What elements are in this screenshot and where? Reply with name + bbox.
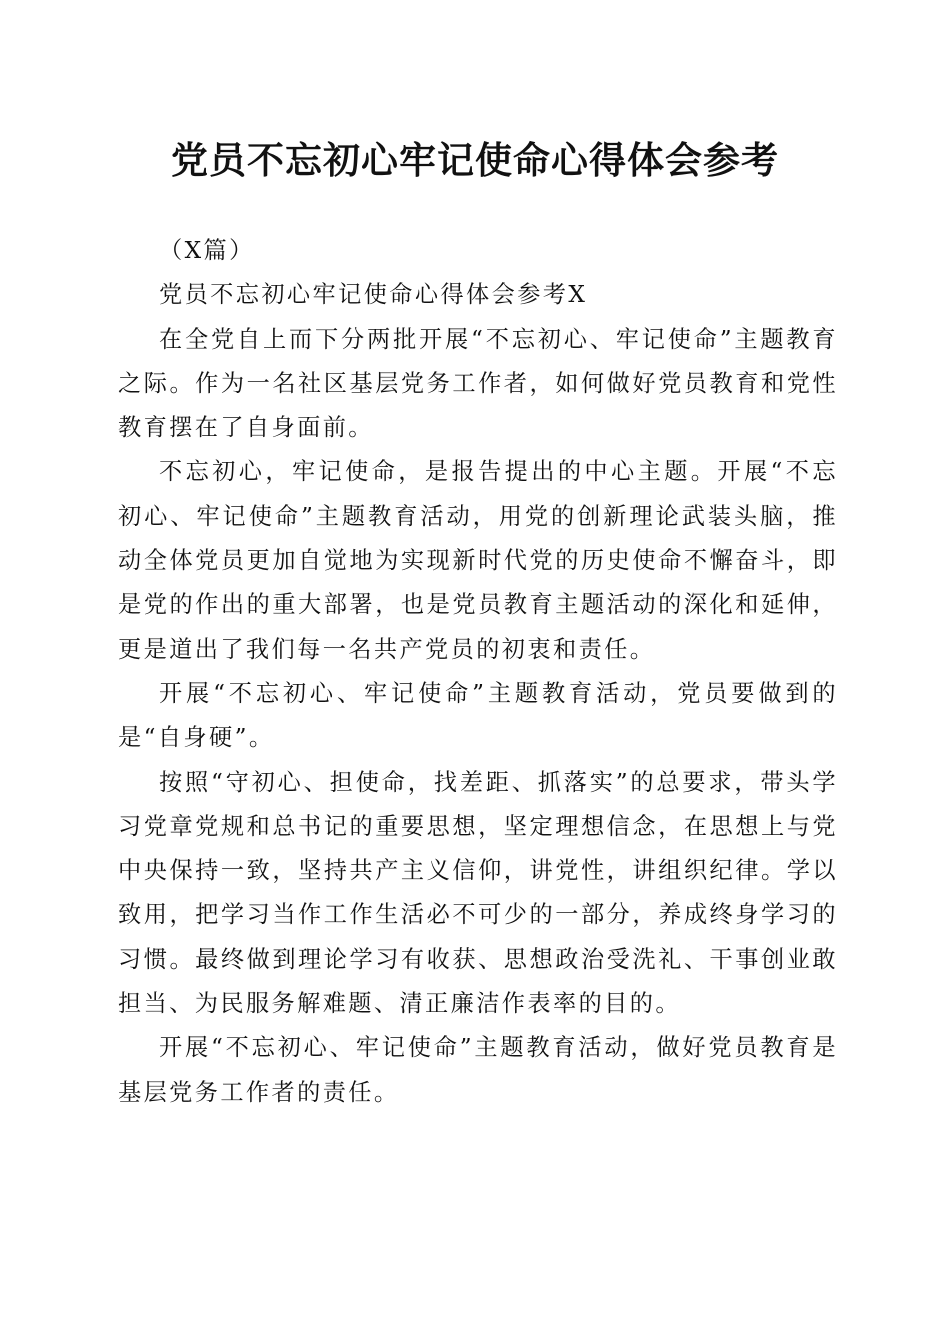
paragraph: 不忘初心，牢记使命，是报告提出的中心主题。开展“不忘初心、牢记使命”主题教育活动，用党的创新理论武装头脑，推动全体党员更加自觉地为实现新时代党的历史使命不懈奋斗，即是党的作出的重大部署，也是党员教育主题活动的深化和延伸，更是道出了我们每一名共产党员的初衷和责任。 [118, 458, 838, 663]
document-body [118, 229, 838, 1115]
paragraph: 开展“不忘初心、牢记使命”主题教育活动，做好党员教育是基层党务工作者的责任。 [118, 1034, 838, 1106]
paragraph: 在全党自上而下分两批开展“不忘初心、牢记使命”主题教育之际。作为一名社区基层党务工作者，如何做好党员教育和党性教育摆在了自身面前。 [118, 325, 838, 442]
paragraph-heading: 党员不忘初心牢记使命心得体会参考X [159, 281, 588, 309]
paragraph: 按照“守初心、担使命，找差距、抓落实”的总要求，带头学习党章党规和总书记的重要思想，坚定理想信念，在思想上与党中央保持一致，坚持共产主义信仰，讲党性，讲组织纪律。学以致用，把学习当作工作生活必不可少的一部分，养成终身学习的习惯。最终做到理论学习有收获、思想政治受洗礼、干事创业敢担当、为民服务解难题、清正廉洁作表率的目的。 [118, 768, 838, 1018]
document-title: 党员不忘初心牢记使命心得体会参考 [171, 138, 779, 182]
paragraph-subtitle: （X篇） [159, 237, 255, 264]
paragraph: 开展“不忘初心、牢记使命”主题教育活动，党员要做到的是“自身硬”。 [118, 679, 838, 752]
